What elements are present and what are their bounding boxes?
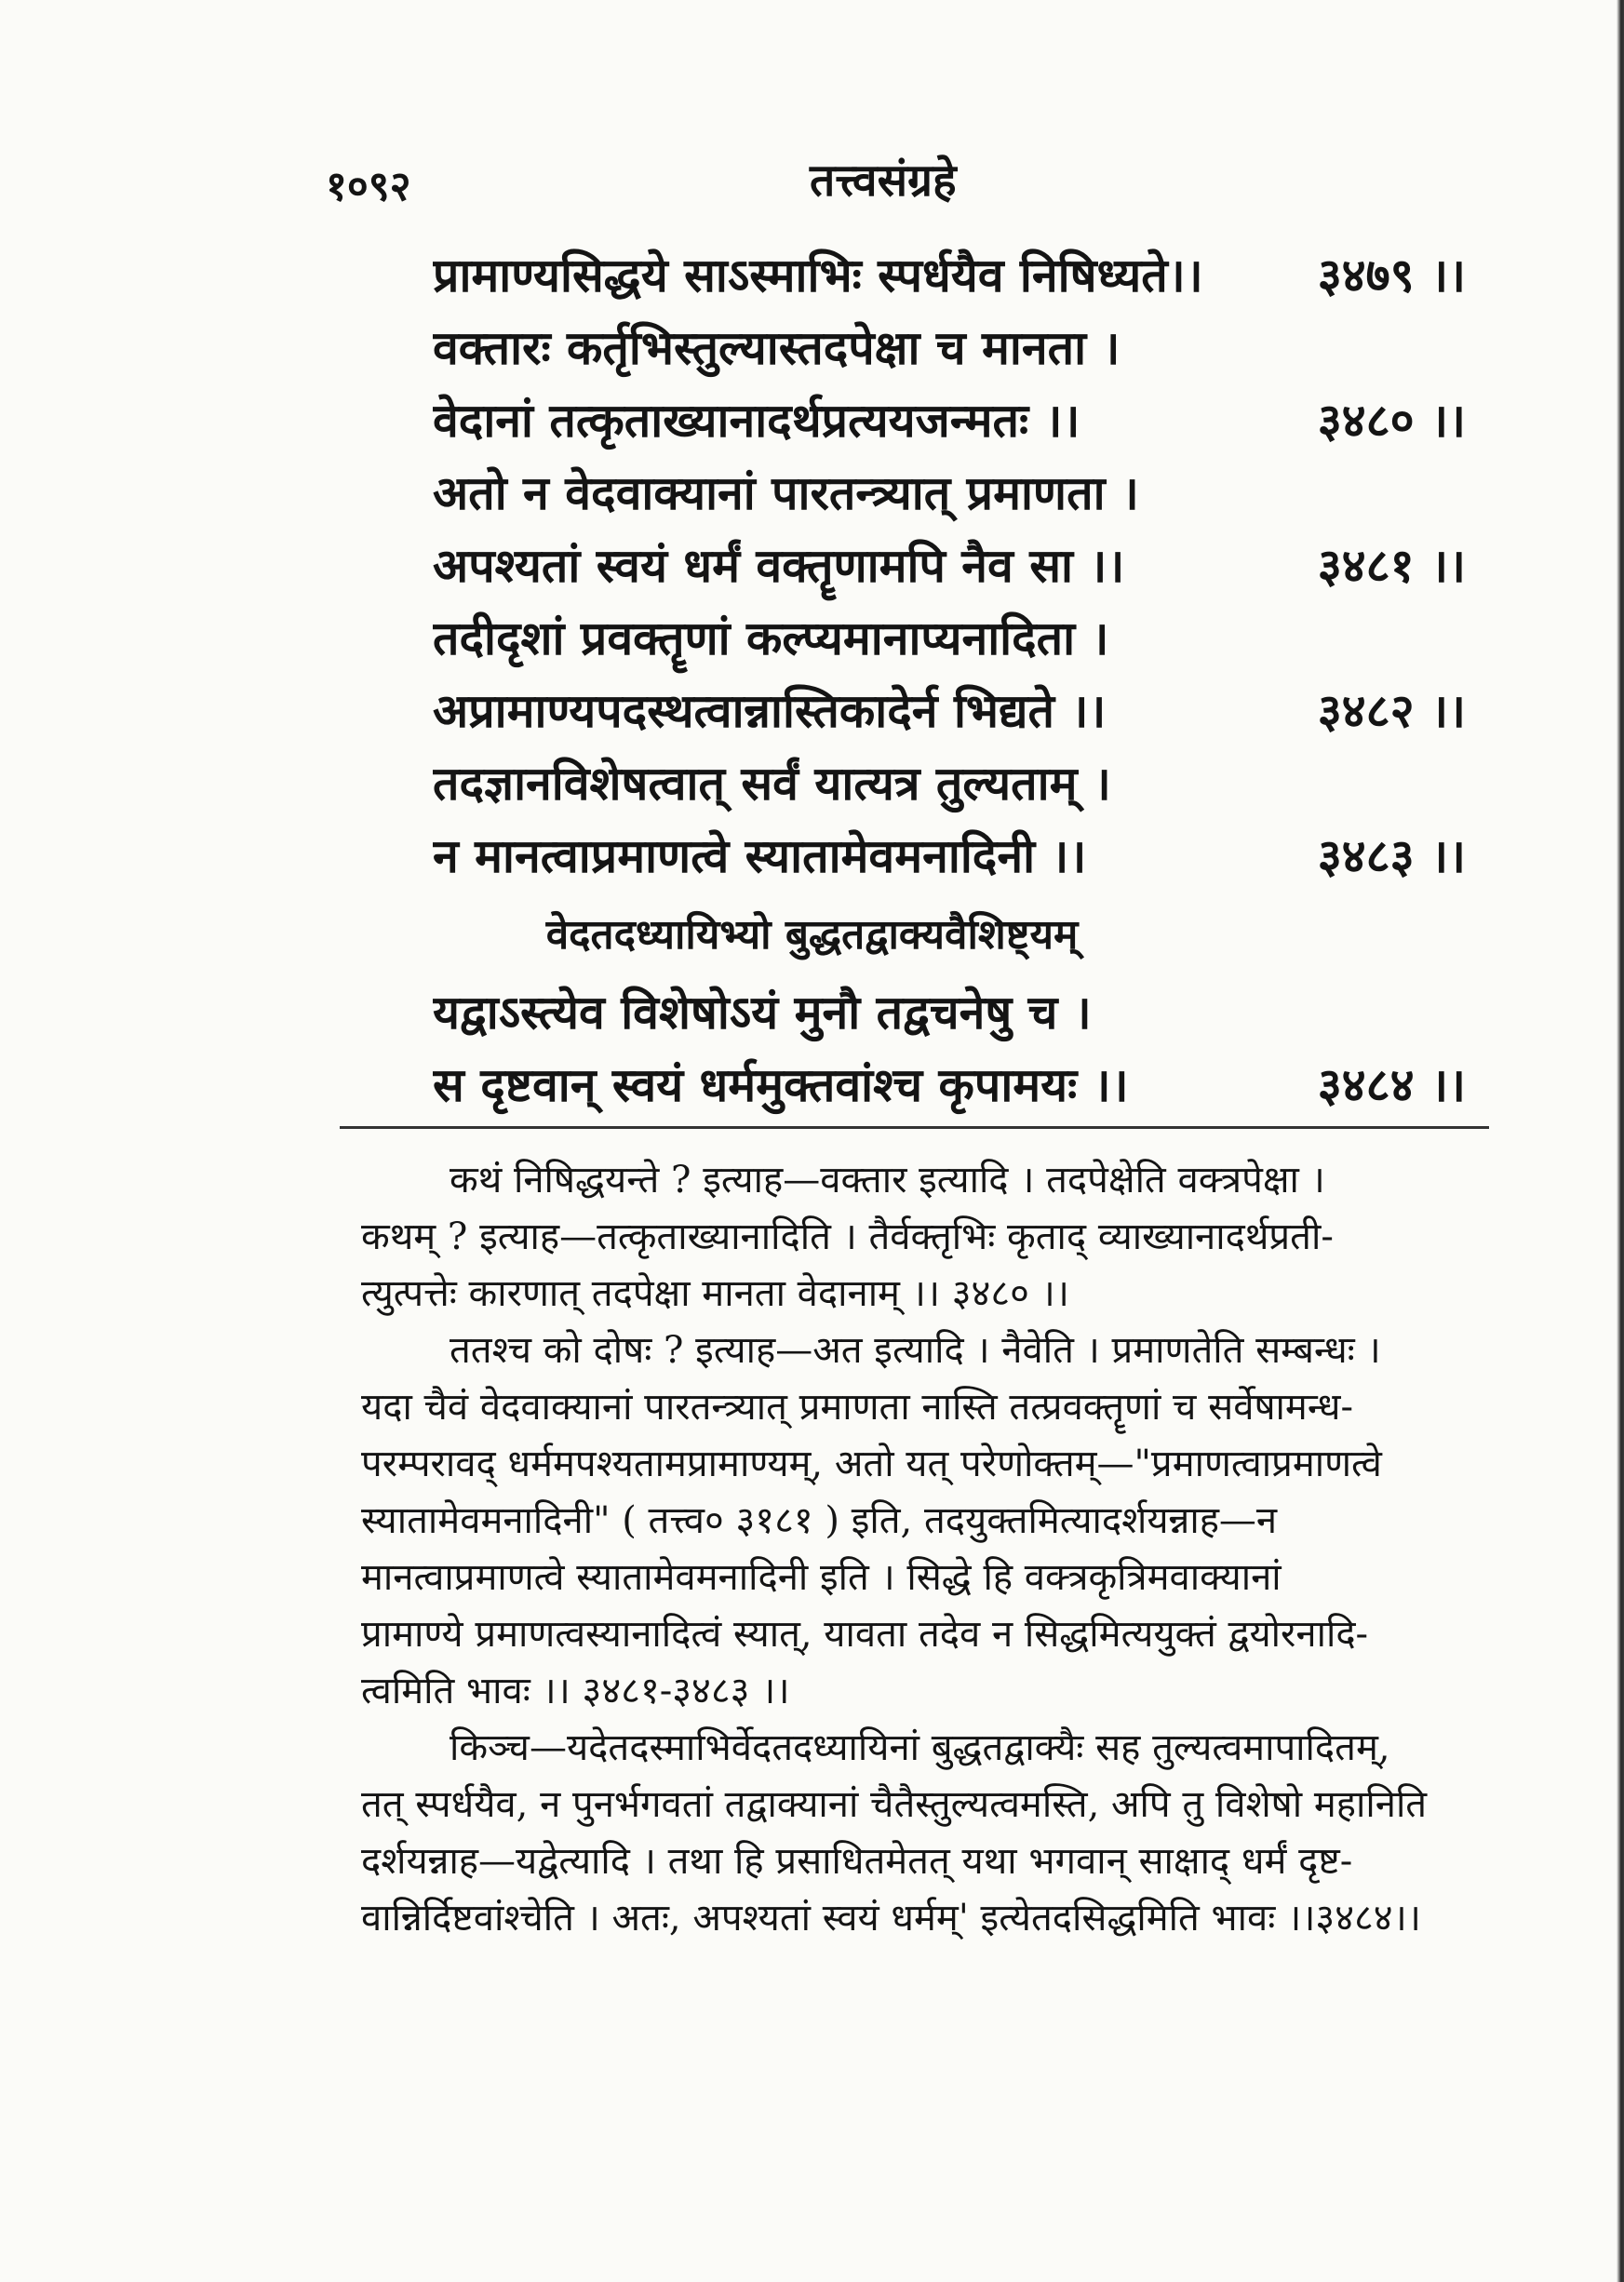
verse-text: वक्तारः कर्तृभिस्तुल्यास्तदपेक्षा च मानता ।: [433, 320, 1121, 375]
verse-number: ३४८० ।।: [1317, 393, 1466, 448]
verse-text: अपश्यतां स्वयं धर्मं वक्तॄणामपि नैव सा ।।: [433, 538, 1125, 593]
verse-line: [433, 678, 1466, 750]
verse-text: तदीदृशां प्रवक्तॄणां कल्प्यमानाप्यनादिता ।: [433, 611, 1109, 665]
verse-text: प्रामाण्यसिद्धये साऽस्माभिः स्पर्धयैव निषिध्यते।।: [433, 248, 1203, 302]
verse-number: ३४८२ ।।: [1317, 683, 1466, 738]
verse-line: [433, 823, 1466, 895]
verse-line: [433, 1052, 1466, 1124]
verse-line: [433, 242, 1466, 315]
page-header: [0, 140, 1624, 214]
verse-line: [433, 387, 1466, 460]
verse-text: यद्वाऽस्त्येव विशेषोऽयं मुनौ तद्वचनेषु च ।: [433, 985, 1092, 1040]
verse-line: [433, 532, 1466, 605]
verse-number: ३४७९ ।।: [1317, 248, 1466, 302]
verse-line: [433, 750, 1466, 823]
page-number: १०९२: [326, 163, 411, 210]
commentary-line: प्रामाण्ये प्रमाणत्वस्यानादित्वं स्यात्, यावता तदेव न सिद्धमित्ययुक्तं द्वयोरनादि-: [361, 1613, 1369, 1656]
commentary-line: स्यातामेवमनादिनी" ( तत्त्व० ३१८१ ) इति, तदयुक्तमित्यादर्शयन्नाह—न: [361, 1499, 1278, 1542]
verse-line: [433, 979, 1466, 1052]
verse-number: ३४८४ ।।: [1317, 1057, 1466, 1112]
commentary-line: वान्निर्दिष्टवांश्चेति । अतः, अपश्यतां स्वयं धर्मम्' इत्येतदसिद्धमिति भावः ।।३४८४।।: [361, 1897, 1421, 1940]
verse-number: ३४८१ ।।: [1317, 538, 1466, 593]
verse-text: अप्रामाण्यपदस्थत्वान्नास्तिकादेर्न भिद्यते ।।: [433, 683, 1107, 738]
commentary-line: दर्शयन्नाह—यद्वेत्यादि । तथा हि प्रसाधितमेतत् यथा भगवान् साक्षाद् धर्मं दृष्ट-: [361, 1840, 1353, 1883]
commentary-line: यदा चैवं वेदवाक्यानां पारतन्त्र्यात् प्रमाणता नास्ति तत्प्रवक्तॄणां च सर्वेषामन्ध-: [361, 1386, 1354, 1429]
commentary-line: त्वमिति भावः ।। ३४८१-३४८३ ।।: [361, 1670, 790, 1712]
verse-text: तदज्ञानविशेषत्वात् सर्वं यात्यत्र तुल्यताम् ।: [433, 756, 1111, 811]
verse-text: स दृष्टवान् स्वयं धर्ममुक्तवांश्च कृपामयः ।।: [433, 1057, 1129, 1112]
commentary-line: कथम् ? इत्याह—तत्कृताख्यानादिति । तैर्वक्तृभिः कृताद् व्याख्यानादर्थप्रती-: [361, 1215, 1334, 1258]
verse-line: [433, 315, 1466, 387]
verse-line: [433, 460, 1466, 532]
verse-text: अतो न वेदवाक्यानां पारतन्त्र्यात् प्रमाणता ।: [433, 465, 1139, 520]
commentary-line: तत् स्पर्धयैव, न पुनर्भगवतां तद्वाक्यानां चैतैस्तुल्यत्वमस्ति, अपि तु विशेषो महानिति: [361, 1783, 1428, 1826]
page-edge: [1617, 0, 1624, 2282]
section-heading: वेदतदध्यायिभ्यो बुद्धतद्वाक्यवैशिष्ट्यम्: [545, 911, 1079, 959]
commentary-line: ततश्च को दोषः ? इत्याह—अत इत्यादि । नैवेति । प्रमाणतेति सम्बन्धः ।: [450, 1329, 1381, 1372]
verse-line: [433, 605, 1466, 678]
divider-rule: [340, 1126, 1489, 1129]
commentary-line: परम्परावद् धर्ममपश्यतामप्रामाण्यम्, अतो यत् परेणोक्तम्—"प्रमाणत्वाप्रमाणत्वे: [361, 1443, 1382, 1485]
commentary-line: कथं निषिद्धयन्ते ? इत्याह—वक्तार इत्यादि । तदपेक्षेति वक्त्रपेक्षा ।: [450, 1159, 1325, 1201]
commentary-line: त्युत्पत्तेः कारणात् तदपेक्षा मानता वेदानाम् ।। ३४८० ।।: [361, 1272, 1069, 1315]
running-title: तत्त्वसंग्रहे: [810, 154, 957, 207]
verse-number: ३४८३ ।।: [1317, 828, 1466, 883]
commentary-line: किञ्च—यदेतदस्माभिर्वेदतदध्यायिनां बुद्धतद्वाक्यैः सह तुल्यत्वमापादितम्,: [450, 1726, 1390, 1769]
commentary-line: मानत्वाप्रमाणत्वे स्यातामेवमनादिनी इति । सिद्धे हि वक्त्रकृत्रिमवाक्यानां: [361, 1556, 1282, 1599]
verse-text: वेदानां तत्कृताख्यानादर्थप्रत्ययजन्मतः ।।: [433, 393, 1080, 448]
verse-text: न मानत्वाप्रमाणत्वे स्यातामेवमनादिनी ।।: [433, 828, 1087, 883]
